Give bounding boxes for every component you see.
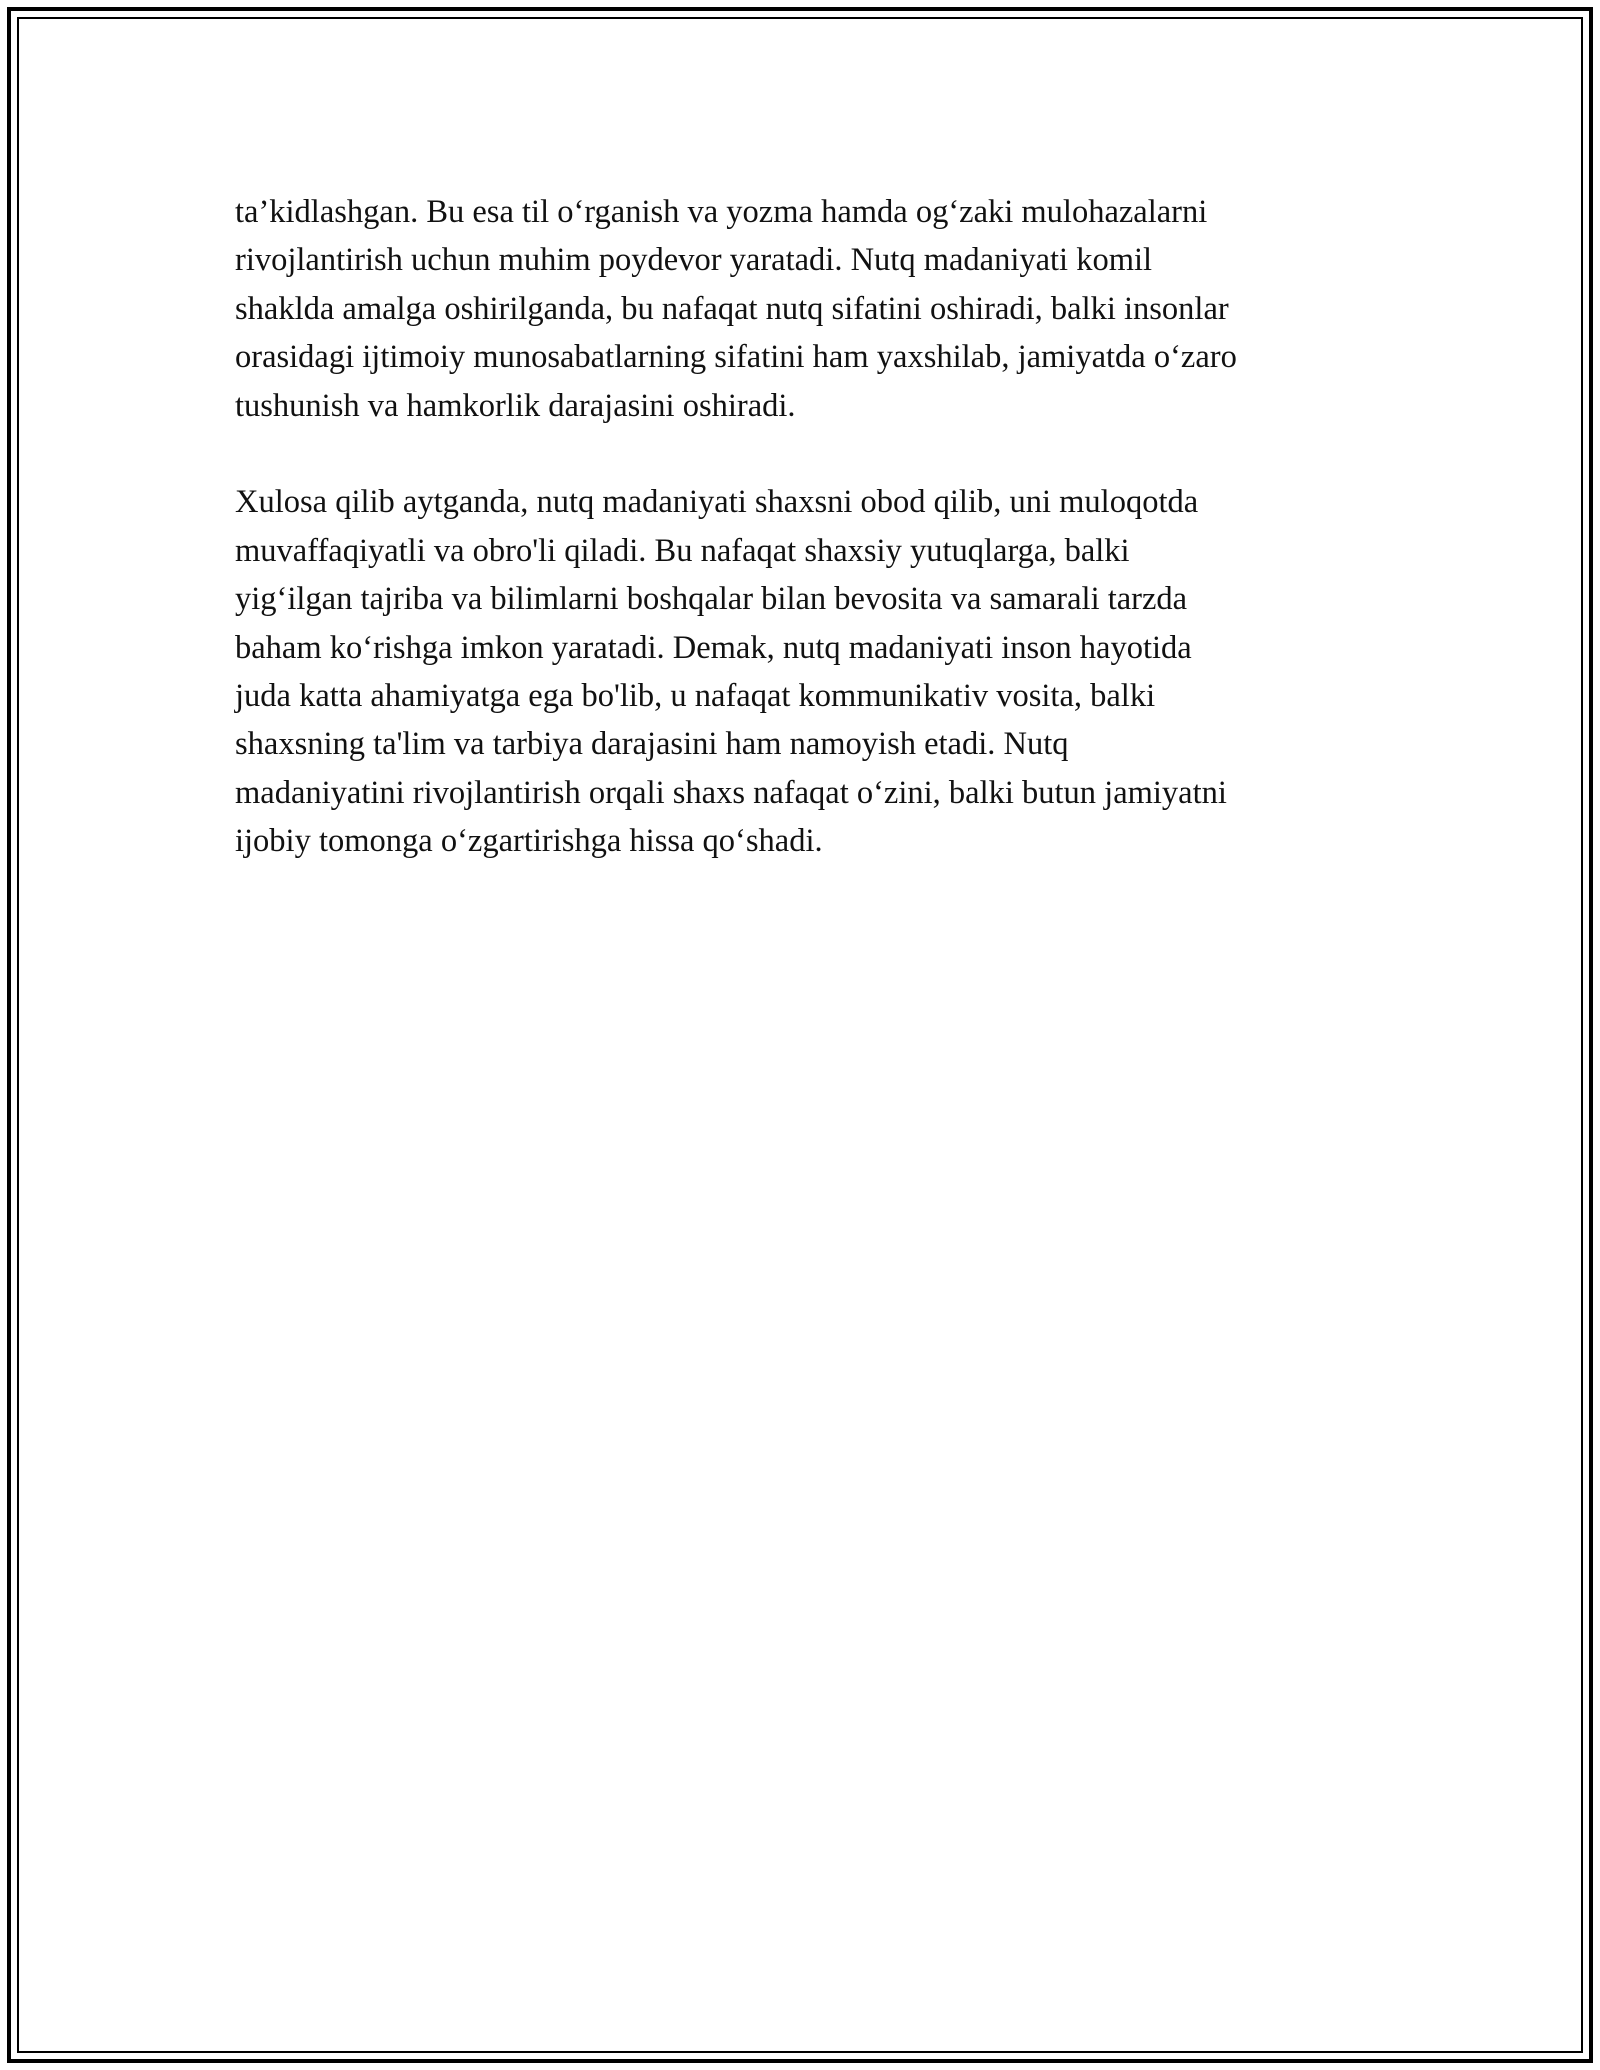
document-body xyxy=(235,188,1385,866)
text-line: Xulosa qilib aytganda, nutq madaniyati shaxsni obod qilib, uni muloqotda xyxy=(235,484,1199,521)
text-line: shaklda amalga oshirilganda, bu nafaqat nutq sifatini oshiradi, balki insonlar xyxy=(235,290,1229,327)
text-line: madaniyatini rivojlantirish orqali shaxs nafaqat o‘zini, balki butun jamiyatni xyxy=(235,774,1227,811)
text-line: yig‘ilgan tajriba va bilimlarni boshqalar bilan bevosita va samarali tarzda xyxy=(235,581,1188,618)
paragraph-1 xyxy=(235,188,1385,430)
text-line: tushunish va hamkorlik darajasini oshiradi. xyxy=(235,387,796,424)
text-line: shaxsning ta'lim va tarbiya darajasini ham namoyish etadi. Nutq xyxy=(235,726,1069,763)
text-line: ijobiy tomonga o‘zgartirishga hissa qo‘shadi. xyxy=(235,823,823,860)
text-line: baham ko‘rishga imkon yaratadi. Demak, nutq madaniyati inson hayotida xyxy=(235,629,1192,666)
text-line: orasidagi ijtimoiy munosabatlarning sifatini ham yaxshilab, jamiyatda o‘zaro xyxy=(235,339,1237,376)
text-line: muvaffaqiyatli va obro'li qiladi. Bu nafaqat shaxsiy yutuqlarga, balki xyxy=(235,532,1130,569)
text-line: rivojlantirish uchun muhim poydevor yaratadi. Nutq madaniyati komil xyxy=(235,242,1153,279)
text-line: ta’kidlashgan. Bu esa til o‘rganish va yozma hamda og‘zaki mulohazalarni xyxy=(235,194,1208,230)
paragraph-2 xyxy=(235,478,1385,865)
text-line: juda katta ahamiyatga ega bo'lib, u nafaqat kommunikativ vosita, balki xyxy=(235,678,1156,715)
